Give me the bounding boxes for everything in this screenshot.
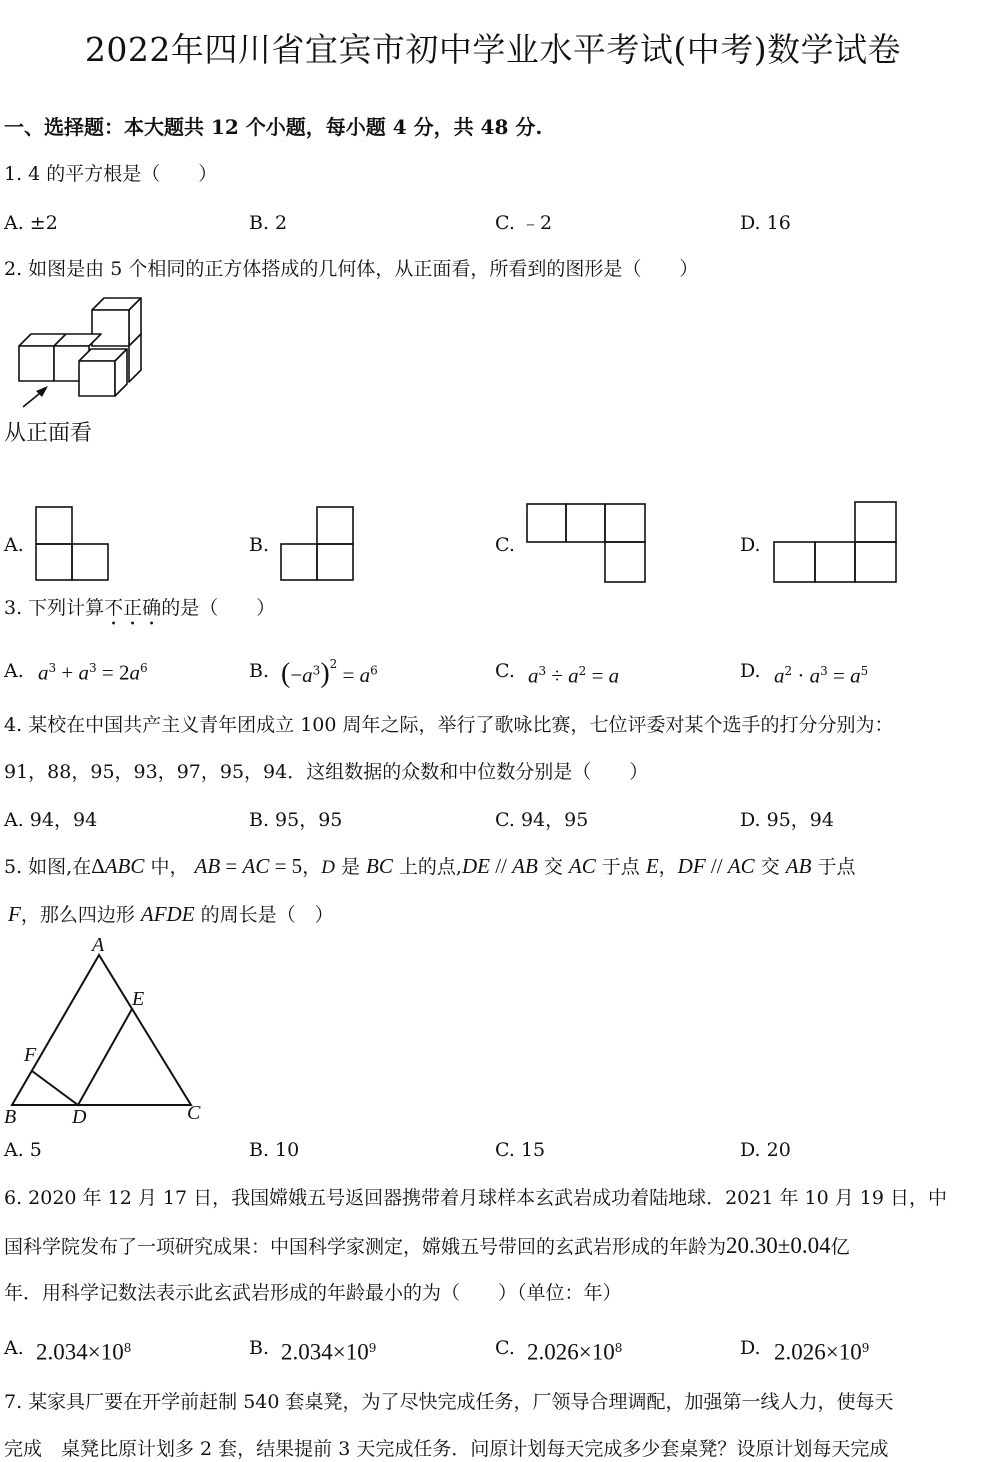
q4-option-c: C. 94，95 [495, 809, 589, 831]
q3-option-b: B. [249, 660, 270, 682]
q2-option-a: A. [4, 534, 24, 556]
q6-option-b-expr: $2.034\times 10^9$ [281, 1339, 377, 1365]
q7-line1: 7. 某家具厂要在开学前赶制 540 套桌凳，为了尽快完成任务，厂领导合理调配，加强第一线人力，使每天 [4, 1391, 894, 1413]
q4-line2: 91，88，95，93，97，95，94．这组数据的众数和中位数分别是（ ） [4, 761, 649, 783]
q6-option-d-expr: $2.026\times 10^9$ [774, 1339, 870, 1365]
q6-option-c-expr: $2.026\times 10^8$ [527, 1339, 623, 1365]
q3-option-a-expr: $a^3 + a^3 = 2a^6$ [38, 660, 148, 685]
q5-option-a: A. 5 [4, 1139, 42, 1161]
q6-option-a: A. [4, 1337, 24, 1359]
q3-option-a: A. [4, 660, 24, 682]
q1-stem: 1. 4 的平方根是（ ） [4, 163, 218, 185]
section-heading: 一、选择题：本大题共 12 个小题，每小题 4 分，共 48 分. [4, 115, 543, 139]
q4-option-a: A. 94，94 [4, 809, 98, 831]
q5-option-b: B. 10 [249, 1139, 300, 1161]
page-title: 2022年四川省宜宾市初中学业水平考试(中考)数学试卷 [84, 30, 902, 69]
q4-option-d: D. 95，94 [740, 809, 834, 831]
q6-line3: 年．用科学记数法表示此玄武岩形成的年龄最小的为（ ）（单位：年） [4, 1282, 622, 1304]
q5-option-d: D. 20 [740, 1139, 791, 1161]
q4-option-b: B. 95，95 [249, 809, 343, 831]
q3-option-c-expr: $a^3 \div a^2 = a$ [528, 663, 620, 688]
q2-option-b: B. [249, 534, 270, 556]
q5-label-c: C [187, 1102, 201, 1124]
q5-label-a: A [92, 934, 105, 956]
q2-option-b-figure [280, 506, 356, 582]
q6-line2: 国科学院发布了一项研究成果：中国科学家测定，嫦娥五号带回的玄武岩形成的年龄为20.30±0.04亿 [4, 1233, 850, 1258]
q2-option-a-figure [35, 506, 111, 582]
q5-line2: F，那么四边形 AFDE 的周长是（ ） [8, 902, 334, 926]
q5-label-e: E [132, 988, 145, 1010]
q1-option-d: D. 16 [740, 212, 791, 234]
q3-option-d: D. [740, 660, 761, 682]
q4-line1: 4. 某校在中国共产主义青年团成立 100 周年之际，举行了歌咏比赛，七位评委对某个选手的打分分别为： [4, 714, 894, 736]
q2-option-d: D. [740, 534, 761, 556]
q7-line2: 完成 桌凳比原计划多 2 套，结果提前 3 天完成任务．问原计划每天完成多少套桌凳？设原计划每天完成 [4, 1438, 889, 1460]
q6-line1: 6. 2020 年 12 月 17 日，我国嫦娥五号返回器携带着月球样本玄武岩成功着陆地球．2021 年 10 月 19 日，中 [4, 1187, 947, 1209]
q5-label-d: D [72, 1106, 87, 1128]
q1-option-b: B. 2 [249, 212, 288, 234]
q5-label-f: F [24, 1044, 37, 1066]
q5-option-c: C. 15 [495, 1139, 546, 1161]
q3-stem: 3. 下列计算不正确的是（ ） [4, 597, 276, 619]
q1-option-c: C. ﹣2 [495, 212, 553, 234]
q6-option-b: B. [249, 1337, 270, 1359]
q1-option-a: A. ±2 [4, 212, 58, 234]
q3-option-d-expr: $a^2 \cdot a^3 = a^5$ [774, 663, 869, 688]
q3-option-c: C. [495, 660, 515, 682]
q2-stem: 2. 如图是由 5 个相同的正方体搭成的几何体，从正面看，所看到的图形是（ ） [4, 258, 699, 280]
q6-option-d: D. [740, 1337, 761, 1359]
q2-option-c: C. [495, 534, 515, 556]
q3-emphasis: 不正确 [104, 597, 162, 619]
q2-option-c-figure [526, 503, 648, 585]
q5-label-b: B [4, 1106, 17, 1128]
q3-option-b-expr: $(-a^3)^2 = a^6$ [281, 657, 378, 689]
q5-line1: 5. 如图,在ΔABC 中， AB = AC = 5，D 是 BC 上的点,DE // AB 交 AC 于点 E，DF // AC 交 AB 于点 [4, 854, 856, 878]
q6-option-c: C. [495, 1337, 515, 1359]
q2-view-label: 从正面看 [4, 421, 93, 446]
q2-option-d-figure [773, 501, 899, 585]
q6-option-a-expr: $2.034\times 10^8$ [36, 1339, 132, 1365]
q2-cube-figure [0, 290, 160, 430]
q5-triangle-figure [0, 935, 210, 1130]
